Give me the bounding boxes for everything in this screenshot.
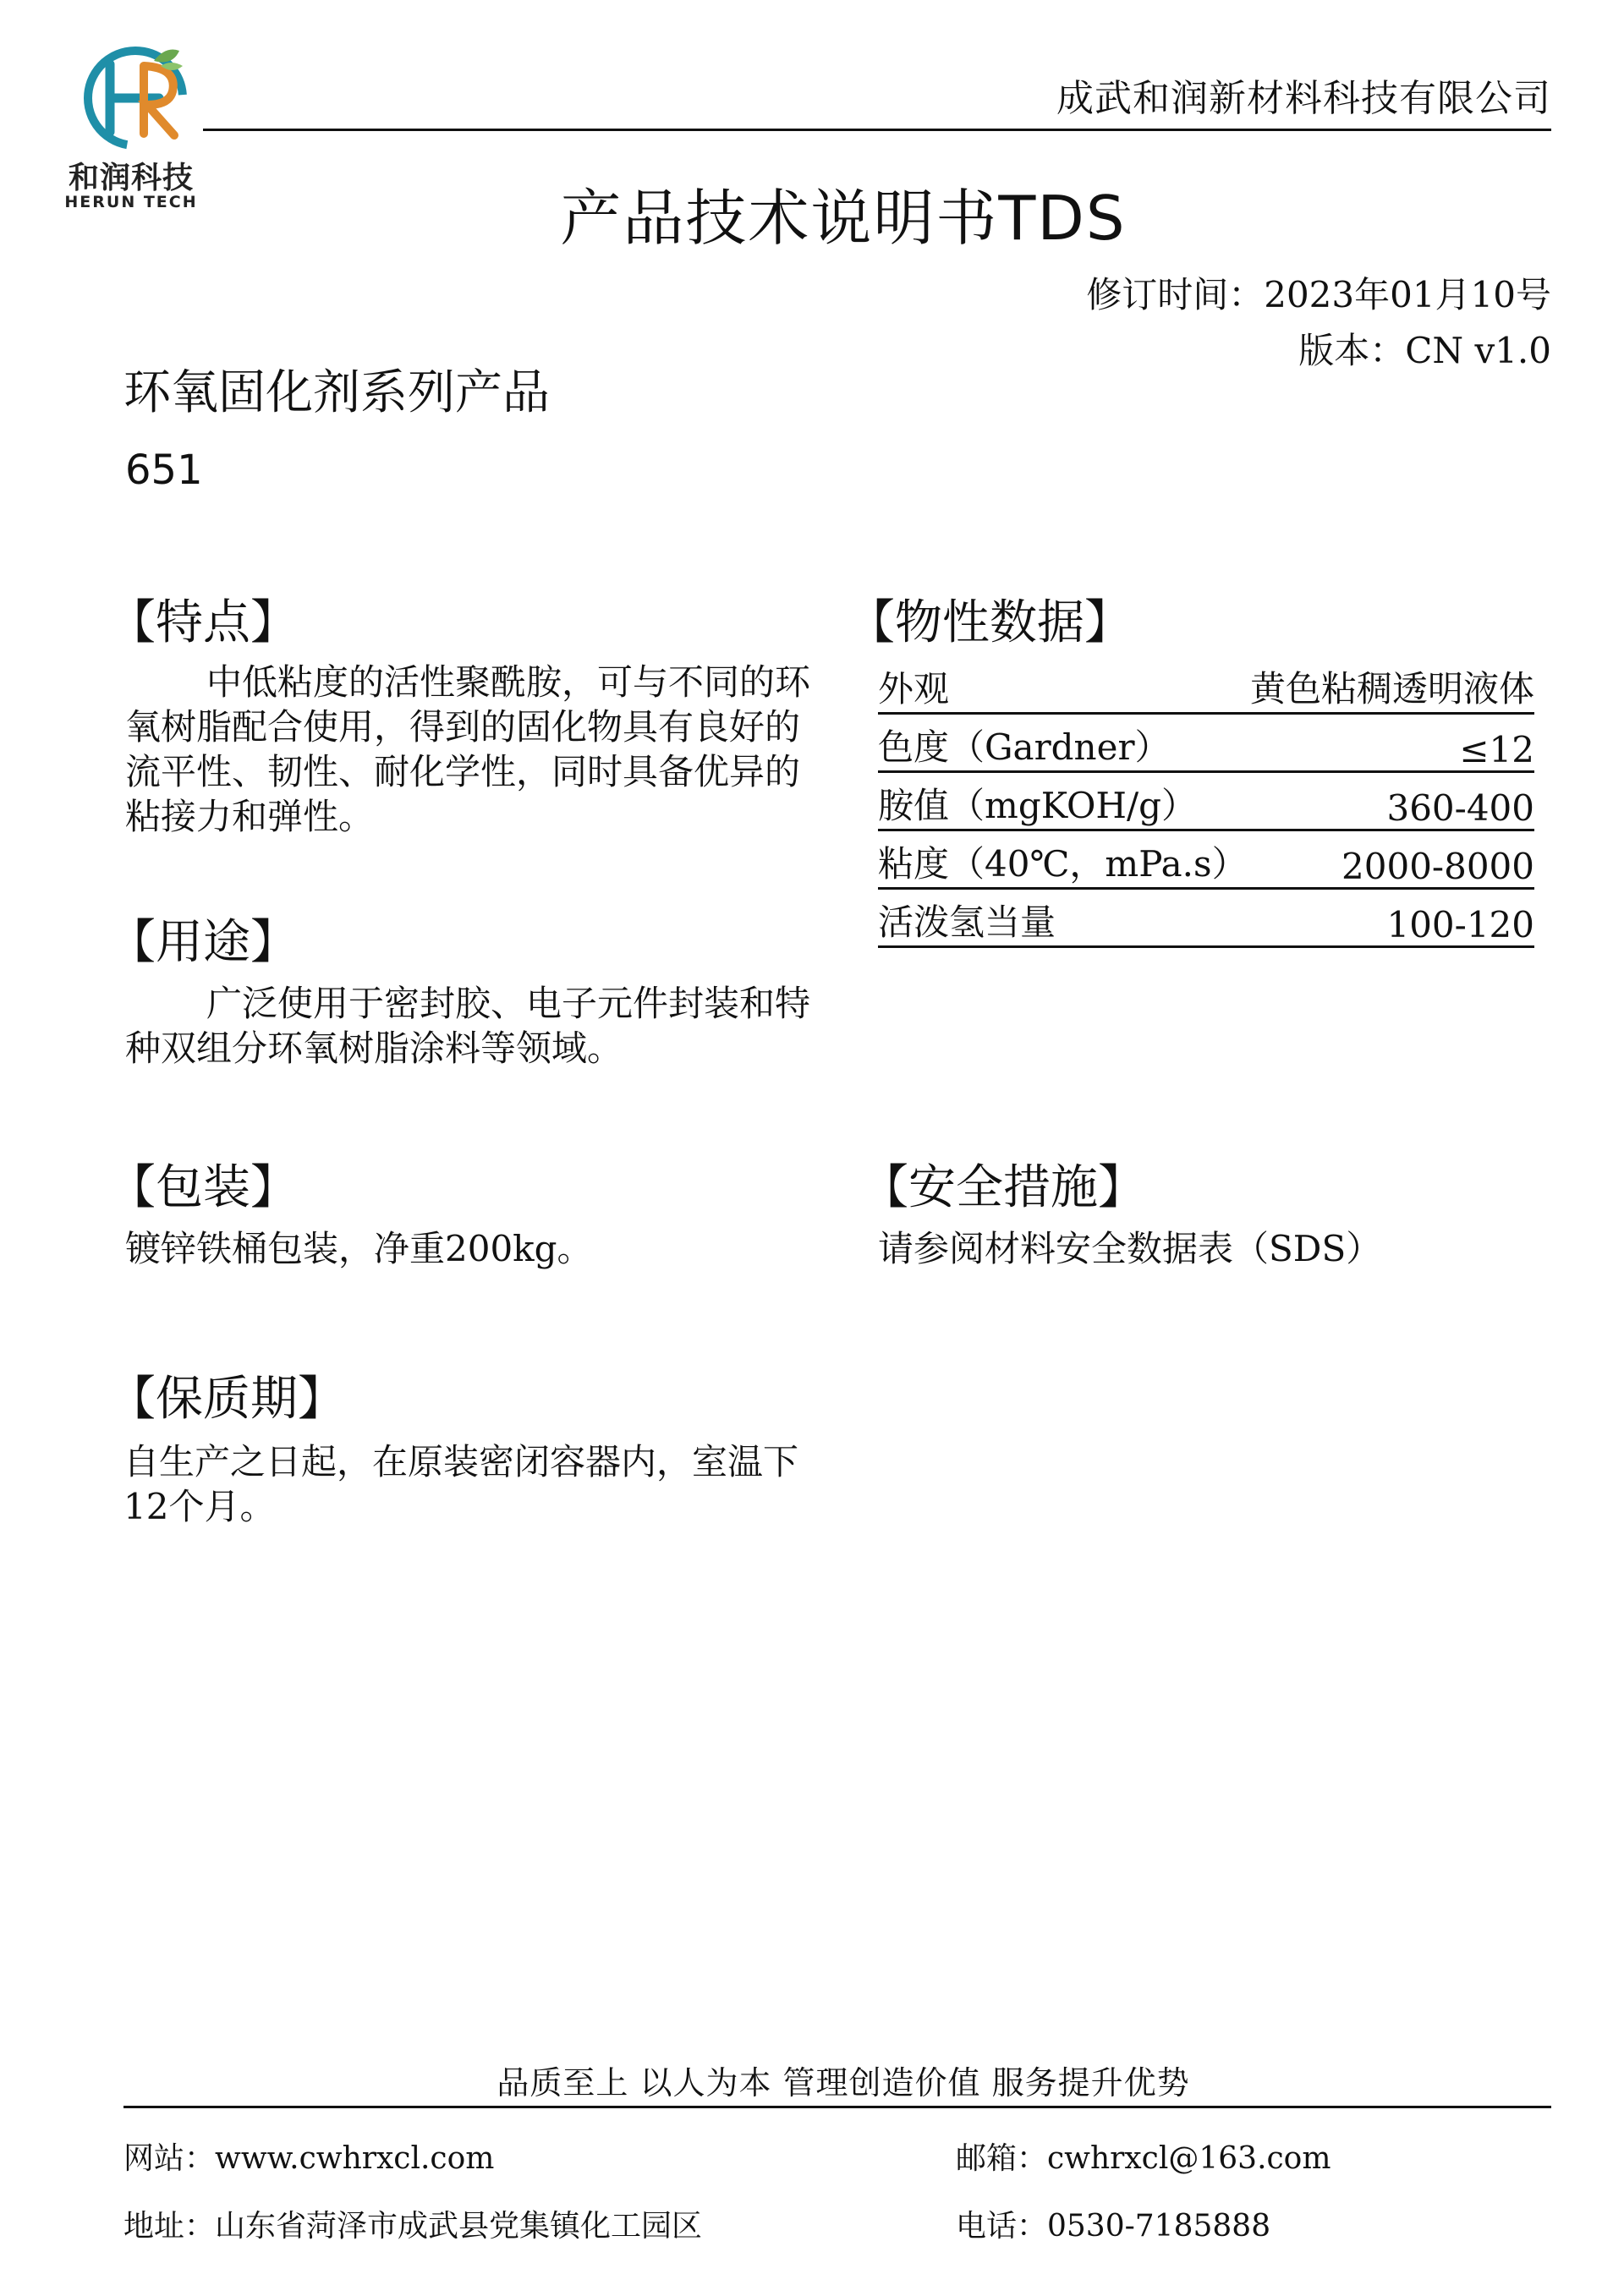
footer-divider xyxy=(123,2106,1551,2108)
company-slogan: 品质至上 以人为本 管理创造价值 服务提升优势 xyxy=(497,2064,1190,2101)
safety-text: 请参阅材料安全数据表（SDS） xyxy=(878,1228,1382,1269)
properties-table xyxy=(878,660,1534,948)
property-label: 胺值（mgKOH/g） xyxy=(878,785,1198,826)
property-label: 色度（Gardner） xyxy=(878,726,1171,768)
properties-row-active-hydrogen xyxy=(878,890,1534,948)
properties-row-color xyxy=(878,715,1534,773)
usage-text: 广泛使用于密封胶、电子元件封装和特种双组分环氧树脂涂料等领域。 xyxy=(125,983,811,1069)
properties-row-viscosity xyxy=(878,831,1534,890)
product-series: 环氧固化剂系列产品 xyxy=(123,365,550,420)
features-text: 中低粘度的活性聚酰胺，可与不同的环氧树脂配合使用，得到的固化物具有良好的流平性、韧性、耐化学性，同时具备优异的粘接力和弹性。 xyxy=(125,661,811,837)
footer-phone: 电话：0530-7185888 xyxy=(956,2209,1271,2244)
logo-english-name: HERUN TECH xyxy=(64,193,198,211)
product-code: 651 xyxy=(125,447,203,494)
document-title: 产品技术说明书TDS xyxy=(560,183,1127,254)
properties-row-appearance xyxy=(878,660,1534,715)
property-value: ≤12 xyxy=(1459,729,1534,770)
property-label: 粘度（40℃，mPa.s） xyxy=(878,843,1248,885)
footer-address: 地址：山东省菏泽市成武县党集镇化工园区 xyxy=(123,2209,703,2244)
revision-date: 修订时间：2023年01月10号 xyxy=(1086,274,1551,315)
safety-heading: 【安全措施】 xyxy=(861,1160,1145,1215)
property-value: 100-120 xyxy=(1386,904,1534,945)
footer-email: 邮箱：cwhrxcl@163.com xyxy=(956,2141,1331,2176)
features-heading: 【特点】 xyxy=(108,595,298,650)
properties-heading: 【物性数据】 xyxy=(848,595,1132,650)
shelf-life-heading: 【保质期】 xyxy=(108,1372,345,1427)
header-divider xyxy=(203,129,1551,131)
property-label: 活泼氢当量 xyxy=(878,901,1056,943)
properties-row-amine-value xyxy=(878,773,1534,831)
property-value: 360-400 xyxy=(1386,787,1534,829)
version-label: 版本：CN v1.0 xyxy=(1298,330,1551,371)
company-name: 成武和润新材料科技有限公司 xyxy=(1056,77,1551,120)
usage-heading: 【用途】 xyxy=(108,915,298,970)
footer-website: 网站：www.cwhrxcl.com xyxy=(123,2141,495,2176)
packaging-text: 镀锌铁桶包装，净重200kg。 xyxy=(125,1228,593,1269)
property-label: 外观 xyxy=(878,668,950,710)
logo-chinese-name: 和润科技 xyxy=(68,161,194,195)
shelf-life-text: 自生产之日起，在原装密闭容器内，室温下12个月。 xyxy=(123,1441,799,1527)
property-value: 2000-8000 xyxy=(1341,846,1534,887)
property-value: 黄色粘稠透明液体 xyxy=(1249,668,1534,710)
packaging-heading: 【包装】 xyxy=(108,1160,298,1215)
